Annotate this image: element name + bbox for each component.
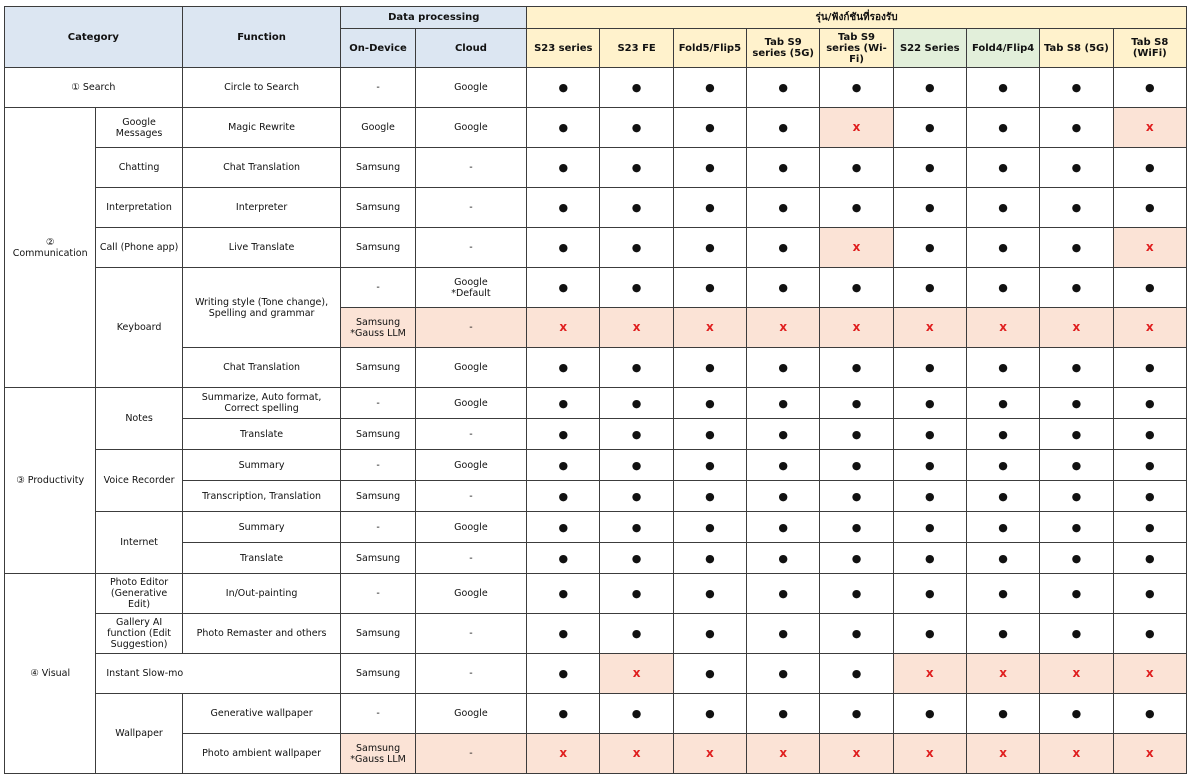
unsupported-mark: x xyxy=(893,308,966,348)
on-device-cell: Samsung xyxy=(341,543,415,574)
supported-mark: ● xyxy=(600,188,673,228)
feature-support-table xyxy=(4,6,1187,774)
supported-mark: ● xyxy=(1040,268,1113,308)
subcategory-cell: Photo Editor (Generative Edit) xyxy=(96,574,182,614)
category-cell: ② Communication xyxy=(5,108,96,388)
cloud-cell: - xyxy=(415,481,526,512)
subcategory-cell: Chatting xyxy=(96,148,182,188)
model-header-s22: S22 Series xyxy=(893,29,966,68)
table-row xyxy=(5,228,1187,268)
supported-mark: ● xyxy=(966,68,1039,108)
subcategory-cell: Instant Slow-mo xyxy=(96,654,341,694)
cloud-header: Cloud xyxy=(415,29,526,68)
unsupported-mark: x xyxy=(600,308,673,348)
unsupported-mark: x xyxy=(966,308,1039,348)
supported-mark: ● xyxy=(820,148,893,188)
supported-mark: ● xyxy=(747,188,820,228)
unsupported-mark: x xyxy=(820,308,893,348)
function-cell: Translate xyxy=(182,419,341,450)
supported-mark: ● xyxy=(747,450,820,481)
table-row xyxy=(5,543,1187,574)
table-row xyxy=(5,694,1187,734)
table-row xyxy=(5,481,1187,512)
supported-mark: ● xyxy=(820,614,893,654)
function-cell: Translate xyxy=(182,543,341,574)
cloud-cell: - xyxy=(415,228,526,268)
table-row xyxy=(5,268,1187,308)
model-header-tabs8-5g: Tab S8 (5G) xyxy=(1040,29,1113,68)
subcategory-cell: Wallpaper xyxy=(96,694,182,774)
supported-mark: ● xyxy=(1113,481,1186,512)
function-cell: Writing style (Tone change), Spelling and grammar xyxy=(182,268,341,348)
function-cell: Live Translate xyxy=(182,228,341,268)
supported-mark: ● xyxy=(820,574,893,614)
supported-mark: ● xyxy=(673,694,746,734)
supported-mark: ● xyxy=(893,512,966,543)
function-cell: Circle to Search xyxy=(182,68,341,108)
supported-mark: ● xyxy=(1113,68,1186,108)
supported-mark: ● xyxy=(1040,419,1113,450)
supported-mark: ● xyxy=(600,694,673,734)
supported-mark: ● xyxy=(673,388,746,419)
table-row xyxy=(5,450,1187,481)
unsupported-mark: x xyxy=(966,654,1039,694)
supported-mark: ● xyxy=(1040,543,1113,574)
supported-mark: ● xyxy=(673,228,746,268)
cloud-cell: - xyxy=(415,614,526,654)
supported-mark: ● xyxy=(966,148,1039,188)
supported-mark: ● xyxy=(673,348,746,388)
on-device-cell: Samsung *Gauss LLM xyxy=(341,308,415,348)
supported-mark: ● xyxy=(527,654,600,694)
cloud-cell: Google xyxy=(415,388,526,419)
supported-mark: ● xyxy=(1113,543,1186,574)
supported-mark: ● xyxy=(747,543,820,574)
supported-mark: ● xyxy=(893,108,966,148)
supported-mark: ● xyxy=(1113,268,1186,308)
supported-mark: ● xyxy=(600,148,673,188)
category-cell: ④ Visual xyxy=(5,574,96,774)
supported-mark: ● xyxy=(820,654,893,694)
supported-mark: ● xyxy=(673,148,746,188)
supported-mark: ● xyxy=(673,419,746,450)
table-row xyxy=(5,188,1187,228)
supported-mark: ● xyxy=(966,388,1039,419)
supported-mark: ● xyxy=(966,348,1039,388)
unsupported-mark: x xyxy=(1113,228,1186,268)
on-device-cell: - xyxy=(341,512,415,543)
supported-mark: ● xyxy=(747,148,820,188)
cloud-cell: - xyxy=(415,734,526,774)
supported-mark: ● xyxy=(820,694,893,734)
category-header: Category xyxy=(5,7,183,68)
supported-mark: ● xyxy=(747,108,820,148)
supported-mark: ● xyxy=(966,188,1039,228)
subcategory-cell: Keyboard xyxy=(96,268,182,388)
supported-mark: ● xyxy=(1040,228,1113,268)
unsupported-mark: x xyxy=(747,734,820,774)
supported-mark: ● xyxy=(600,543,673,574)
supported-mark: ● xyxy=(893,694,966,734)
supported-mark: ● xyxy=(1113,148,1186,188)
cloud-cell: Google xyxy=(415,68,526,108)
supported-mark: ● xyxy=(1040,450,1113,481)
supported-mark: ● xyxy=(966,543,1039,574)
on-device-cell: Samsung xyxy=(341,228,415,268)
supported-mark: ● xyxy=(747,512,820,543)
category-cell: ③ Productivity xyxy=(5,388,96,574)
supported-models-header: รุ่น/ฟังก์ชันที่รองรับ xyxy=(527,7,1187,29)
table-row xyxy=(5,654,1187,694)
supported-mark: ● xyxy=(527,388,600,419)
supported-mark: ● xyxy=(600,228,673,268)
supported-mark: ● xyxy=(966,614,1039,654)
function-cell: Interpreter xyxy=(182,188,341,228)
supported-mark: ● xyxy=(747,268,820,308)
on-device-cell: Samsung xyxy=(341,419,415,450)
on-device-cell: Samsung *Gauss LLM xyxy=(341,734,415,774)
function-cell: Summary xyxy=(182,512,341,543)
model-header-tabs8-wifi: Tab S8 (WiFi) xyxy=(1113,29,1186,68)
supported-mark: ● xyxy=(1040,148,1113,188)
unsupported-mark: x xyxy=(527,734,600,774)
on-device-cell: Samsung xyxy=(341,188,415,228)
supported-mark: ● xyxy=(673,654,746,694)
subcategory-cell: Gallery AI function (Edit Suggestion) xyxy=(96,614,182,654)
supported-mark: ● xyxy=(600,348,673,388)
unsupported-mark: x xyxy=(747,308,820,348)
subcategory-cell: Internet xyxy=(96,512,182,574)
supported-mark: ● xyxy=(600,481,673,512)
unsupported-mark: x xyxy=(1040,308,1113,348)
on-device-cell: Samsung xyxy=(341,614,415,654)
supported-mark: ● xyxy=(893,419,966,450)
supported-mark: ● xyxy=(600,268,673,308)
unsupported-mark: x xyxy=(1040,734,1113,774)
supported-mark: ● xyxy=(820,388,893,419)
unsupported-mark: x xyxy=(1113,308,1186,348)
function-cell: Photo Remaster and others xyxy=(182,614,341,654)
supported-mark: ● xyxy=(527,419,600,450)
cloud-cell: Google xyxy=(415,348,526,388)
supported-mark: ● xyxy=(966,108,1039,148)
supported-mark: ● xyxy=(1040,68,1113,108)
supported-mark: ● xyxy=(893,450,966,481)
supported-mark: ● xyxy=(1040,188,1113,228)
supported-mark: ● xyxy=(673,614,746,654)
supported-mark: ● xyxy=(1040,614,1113,654)
supported-mark: ● xyxy=(1040,388,1113,419)
supported-mark: ● xyxy=(820,543,893,574)
cloud-cell: Google xyxy=(415,450,526,481)
supported-mark: ● xyxy=(966,419,1039,450)
supported-mark: ● xyxy=(527,450,600,481)
supported-mark: ● xyxy=(673,543,746,574)
supported-mark: ● xyxy=(820,450,893,481)
model-header-fold5: Fold5/Flip5 xyxy=(673,29,746,68)
on-device-cell: Samsung xyxy=(341,348,415,388)
supported-mark: ● xyxy=(673,512,746,543)
supported-mark: ● xyxy=(1113,450,1186,481)
supported-mark: ● xyxy=(893,188,966,228)
supported-mark: ● xyxy=(600,388,673,419)
unsupported-mark: x xyxy=(673,308,746,348)
model-header-fold4: Fold4/Flip4 xyxy=(966,29,1039,68)
supported-mark: ● xyxy=(673,188,746,228)
supported-mark: ● xyxy=(893,481,966,512)
subcategory-cell: Notes xyxy=(96,388,182,450)
function-cell: Summarize, Auto format, Correct spelling xyxy=(182,388,341,419)
supported-mark: ● xyxy=(527,512,600,543)
supported-mark: ● xyxy=(673,68,746,108)
supported-mark: ● xyxy=(966,574,1039,614)
supported-mark: ● xyxy=(1040,512,1113,543)
supported-mark: ● xyxy=(527,614,600,654)
table-row xyxy=(5,348,1187,388)
supported-mark: ● xyxy=(747,348,820,388)
supported-mark: ● xyxy=(527,108,600,148)
supported-mark: ● xyxy=(893,268,966,308)
supported-mark: ● xyxy=(1113,614,1186,654)
category-cell: ① Search xyxy=(5,68,183,108)
supported-mark: ● xyxy=(747,228,820,268)
cloud-cell: Google xyxy=(415,108,526,148)
unsupported-mark: x xyxy=(820,108,893,148)
on-device-cell: - xyxy=(341,68,415,108)
supported-mark: ● xyxy=(527,268,600,308)
cloud-cell: - xyxy=(415,543,526,574)
supported-mark: ● xyxy=(673,481,746,512)
supported-mark: ● xyxy=(893,68,966,108)
function-cell: Chat Translation xyxy=(182,348,341,388)
supported-mark: ● xyxy=(600,68,673,108)
supported-mark: ● xyxy=(820,188,893,228)
function-cell: Generative wallpaper xyxy=(182,694,341,734)
supported-mark: ● xyxy=(966,228,1039,268)
unsupported-mark: x xyxy=(1113,108,1186,148)
supported-mark: ● xyxy=(527,228,600,268)
supported-mark: ● xyxy=(1113,694,1186,734)
subcategory-cell: Call (Phone app) xyxy=(96,228,182,268)
supported-mark: ● xyxy=(1040,481,1113,512)
table-row xyxy=(5,108,1187,148)
model-header-tabs9-5g: Tab S9 series (5G) xyxy=(747,29,820,68)
unsupported-mark: x xyxy=(966,734,1039,774)
supported-mark: ● xyxy=(673,450,746,481)
function-cell: Summary xyxy=(182,450,341,481)
cloud-cell: - xyxy=(415,188,526,228)
cloud-cell: Google xyxy=(415,512,526,543)
supported-mark: ● xyxy=(673,268,746,308)
supported-mark: ● xyxy=(600,614,673,654)
supported-mark: ● xyxy=(600,574,673,614)
function-cell: In/Out-painting xyxy=(182,574,341,614)
supported-mark: ● xyxy=(527,148,600,188)
table-row xyxy=(5,68,1187,108)
supported-mark: ● xyxy=(747,419,820,450)
table-row xyxy=(5,734,1187,774)
supported-mark: ● xyxy=(527,68,600,108)
unsupported-mark: x xyxy=(893,734,966,774)
table-row xyxy=(5,614,1187,654)
function-cell: Transcription, Translation xyxy=(182,481,341,512)
subcategory-cell: Voice Recorder xyxy=(96,450,182,512)
model-header-s23fe: S23 FE xyxy=(600,29,673,68)
supported-mark: ● xyxy=(747,694,820,734)
supported-mark: ● xyxy=(893,228,966,268)
supported-mark: ● xyxy=(820,512,893,543)
model-header-tabs9-wifi: Tab S9 series (Wi-Fi) xyxy=(820,29,893,68)
unsupported-mark: x xyxy=(600,734,673,774)
unsupported-mark: x xyxy=(673,734,746,774)
supported-mark: ● xyxy=(893,388,966,419)
supported-mark: ● xyxy=(1040,108,1113,148)
unsupported-mark: x xyxy=(820,734,893,774)
supported-mark: ● xyxy=(1113,388,1186,419)
unsupported-mark: x xyxy=(600,654,673,694)
supported-mark: ● xyxy=(747,614,820,654)
supported-mark: ● xyxy=(673,108,746,148)
supported-mark: ● xyxy=(747,574,820,614)
cloud-cell: - xyxy=(415,148,526,188)
table-row xyxy=(5,148,1187,188)
supported-mark: ● xyxy=(527,694,600,734)
function-cell: Photo ambient wallpaper xyxy=(182,734,341,774)
supported-mark: ● xyxy=(893,543,966,574)
on-device-cell: - xyxy=(341,388,415,419)
on-device-cell: - xyxy=(341,574,415,614)
supported-mark: ● xyxy=(893,574,966,614)
supported-mark: ● xyxy=(966,512,1039,543)
on-device-cell: Samsung xyxy=(341,148,415,188)
subcategory-cell: Interpretation xyxy=(96,188,182,228)
unsupported-mark: x xyxy=(893,654,966,694)
cloud-cell: Google *Default xyxy=(415,268,526,308)
supported-mark: ● xyxy=(1040,348,1113,388)
supported-mark: ● xyxy=(820,268,893,308)
on-device-cell: Samsung xyxy=(341,654,415,694)
supported-mark: ● xyxy=(966,694,1039,734)
supported-mark: ● xyxy=(893,614,966,654)
unsupported-mark: x xyxy=(1113,734,1186,774)
supported-mark: ● xyxy=(600,512,673,543)
on-device-cell: - xyxy=(341,268,415,308)
on-device-cell: Samsung xyxy=(341,481,415,512)
cloud-cell: - xyxy=(415,654,526,694)
supported-mark: ● xyxy=(893,148,966,188)
on-device-cell: Google xyxy=(341,108,415,148)
table-row xyxy=(5,512,1187,543)
supported-mark: ● xyxy=(1113,188,1186,228)
supported-mark: ● xyxy=(1113,348,1186,388)
supported-mark: ● xyxy=(1113,574,1186,614)
supported-mark: ● xyxy=(747,388,820,419)
on-device-cell: - xyxy=(341,694,415,734)
supported-mark: ● xyxy=(527,348,600,388)
supported-mark: ● xyxy=(966,450,1039,481)
unsupported-mark: x xyxy=(1113,654,1186,694)
supported-mark: ● xyxy=(820,68,893,108)
on-device-header: On-Device xyxy=(341,29,415,68)
subcategory-cell: Google Messages xyxy=(96,108,182,148)
on-device-cell: - xyxy=(341,450,415,481)
supported-mark: ● xyxy=(747,481,820,512)
model-header-s23: S23 series xyxy=(527,29,600,68)
supported-mark: ● xyxy=(673,574,746,614)
cloud-cell: Google xyxy=(415,574,526,614)
supported-mark: ● xyxy=(820,419,893,450)
function-cell: Chat Translation xyxy=(182,148,341,188)
function-header: Function xyxy=(182,7,341,68)
table-row xyxy=(5,419,1187,450)
unsupported-mark: x xyxy=(527,308,600,348)
supported-mark: ● xyxy=(527,481,600,512)
supported-mark: ● xyxy=(600,108,673,148)
unsupported-mark: x xyxy=(820,228,893,268)
table-row xyxy=(5,388,1187,419)
supported-mark: ● xyxy=(1040,694,1113,734)
cloud-cell: - xyxy=(415,308,526,348)
supported-mark: ● xyxy=(893,348,966,388)
supported-mark: ● xyxy=(820,348,893,388)
supported-mark: ● xyxy=(966,268,1039,308)
supported-mark: ● xyxy=(600,419,673,450)
supported-mark: ● xyxy=(1113,512,1186,543)
table-row xyxy=(5,574,1187,614)
supported-mark: ● xyxy=(1113,419,1186,450)
unsupported-mark: x xyxy=(1040,654,1113,694)
supported-mark: ● xyxy=(600,450,673,481)
supported-mark: ● xyxy=(747,654,820,694)
data-processing-header: Data processing xyxy=(341,7,527,29)
cloud-cell: Google xyxy=(415,694,526,734)
supported-mark: ● xyxy=(527,543,600,574)
supported-mark: ● xyxy=(1040,574,1113,614)
supported-mark: ● xyxy=(820,481,893,512)
supported-mark: ● xyxy=(747,68,820,108)
supported-mark: ● xyxy=(527,574,600,614)
supported-mark: ● xyxy=(966,481,1039,512)
cloud-cell: - xyxy=(415,419,526,450)
supported-mark: ● xyxy=(527,188,600,228)
function-cell: Magic Rewrite xyxy=(182,108,341,148)
